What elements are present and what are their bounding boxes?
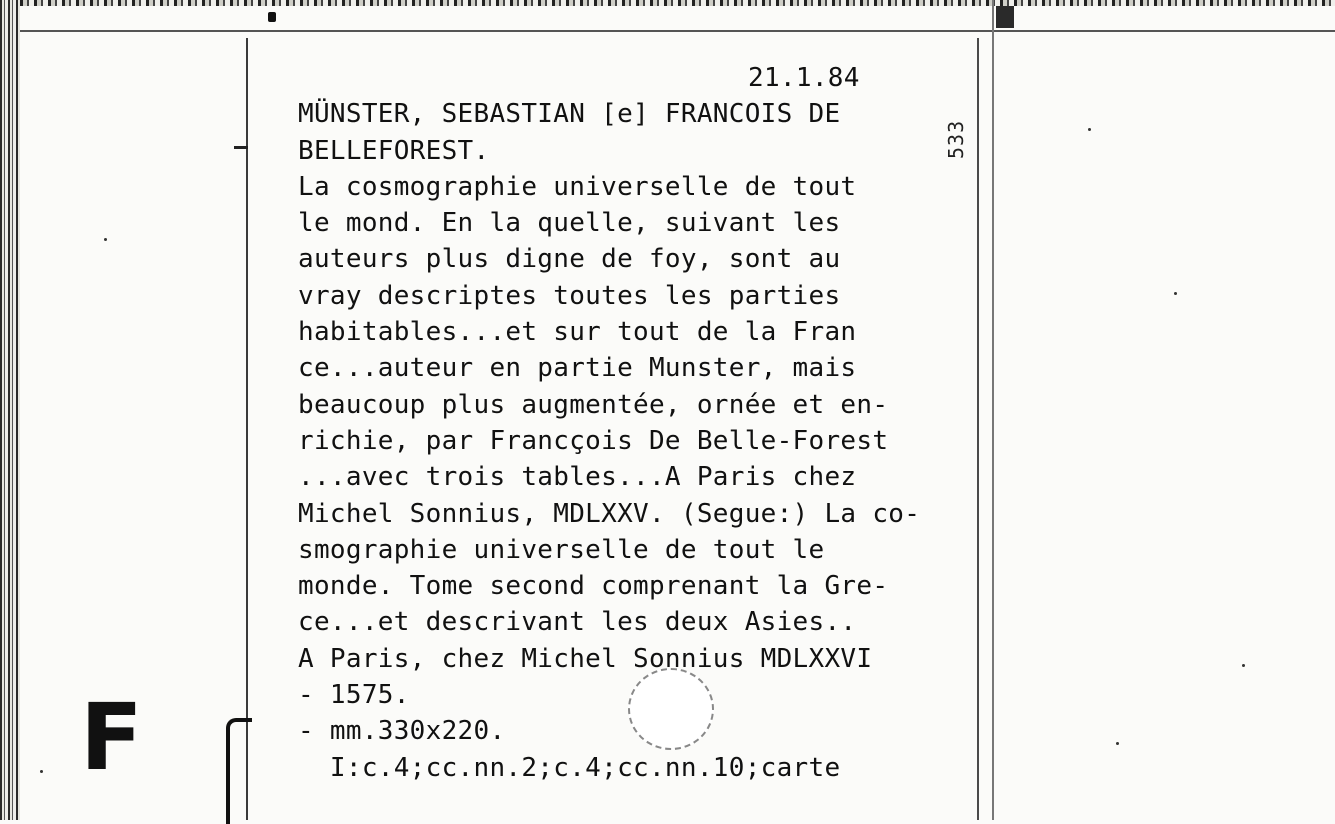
card-line: le mond. En la quelle, suivant les — [298, 208, 841, 239]
card-line: La cosmographie universelle de tout — [298, 171, 857, 202]
card-line: ...avec trois tables...A Paris chez — [298, 462, 857, 493]
card-line: habitables...et sur tout de la Fran — [298, 317, 857, 348]
card-line: I:c.4;cc.nn.2;c.4;cc.nn.10;carte — [298, 752, 841, 783]
card-line: vray descriptes toutes les parties — [298, 280, 841, 311]
margin-letter: F — [80, 684, 143, 791]
catalog-card-text — [298, 60, 974, 820]
card-line: auteurs plus digne de foy, sont au — [298, 244, 841, 275]
card-corner-bracket — [226, 718, 252, 824]
card-line: MÜNSTER, SEBASTIAN [e] FRANCOIS DE — [298, 99, 841, 130]
adjacent-card-border — [992, 0, 994, 820]
speck — [40, 770, 43, 773]
side-stamp-number: 533 — [944, 119, 968, 159]
card-line: ce...et descrivant les deux Asies.. — [298, 607, 857, 638]
card-line: BELLEFOREST. — [298, 135, 490, 166]
adjacent-card-mark — [996, 6, 1014, 28]
scanned-left-edge — [0, 0, 20, 820]
card-line: richie, par Francçois De Belle-Forest — [298, 425, 889, 456]
top-punch-dot — [268, 12, 276, 22]
top-divider — [20, 30, 1335, 32]
card-line: A Paris, chez Michel Sonnius MDLXXVI — [298, 643, 873, 674]
margin-dash — [234, 146, 248, 149]
card-line: smographie universelle de tout le — [298, 534, 825, 565]
speck — [1174, 292, 1177, 295]
card-line: beaucoup plus augmentée, ornée et en- — [298, 389, 889, 420]
speck — [104, 238, 107, 241]
card-right-border — [977, 38, 979, 820]
card-line: Michel Sonnius, MDLXXV. (Segue:) La co- — [298, 498, 921, 529]
scanned-top-edge — [20, 0, 1335, 6]
speck — [1242, 664, 1245, 667]
speck — [1088, 128, 1091, 131]
card-line: monde. Tome second comprenant la Gre- — [298, 571, 889, 602]
card-date: 21.1.84 — [748, 63, 860, 93]
card-left-border — [246, 38, 248, 820]
speck — [1116, 742, 1119, 745]
card-line: - mm.330x220. — [298, 716, 506, 747]
card-line: ce...auteur en partie Munster, mais — [298, 353, 857, 384]
card-line: - 1575. — [298, 680, 410, 711]
